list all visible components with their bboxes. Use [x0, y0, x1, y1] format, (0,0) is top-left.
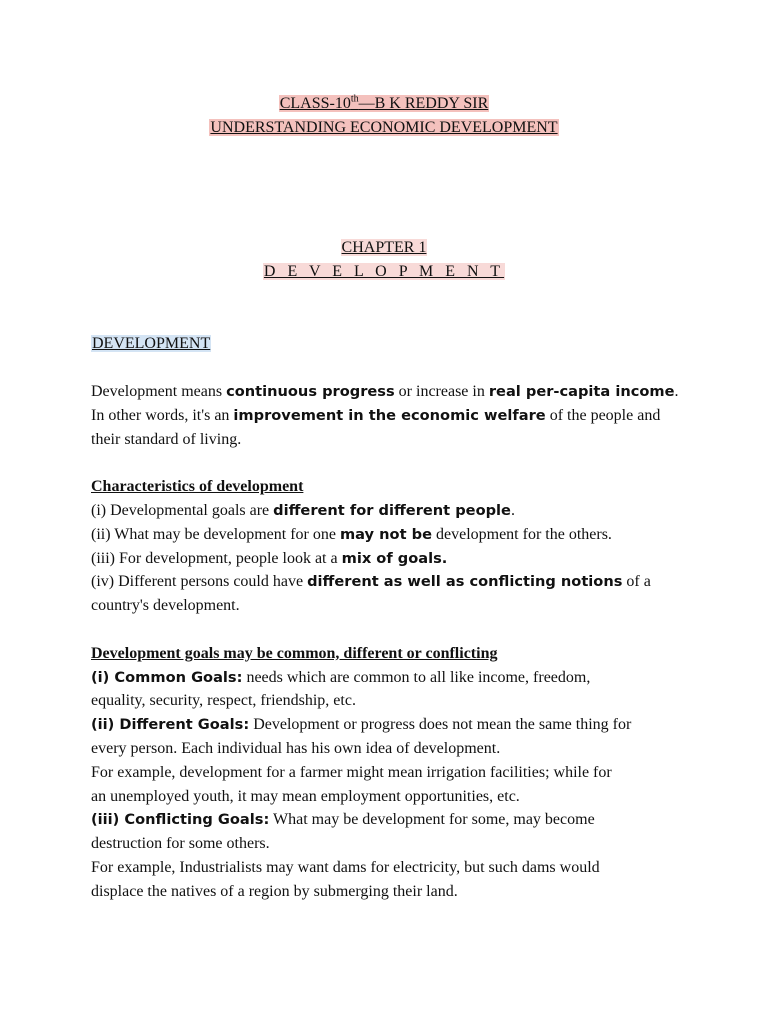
characteristics-heading [91, 475, 751, 499]
definition-line-1 [91, 380, 751, 404]
different-goals-continued: every person. Each individual has his own idea of development. [91, 739, 501, 757]
chapter-number-text: CHAPTER 1 [341, 239, 427, 256]
definition-line-3: their standard of living. [91, 430, 242, 448]
characteristic-1 [91, 499, 751, 523]
text-run: of the people and [545, 406, 661, 424]
body-content [91, 380, 751, 904]
text-run: Development means [91, 383, 227, 400]
example-1-line-1: For example, development for a farmer might mean irrigation facilities; while for [91, 763, 612, 781]
text-run: (ii) What may be development for one [91, 525, 340, 543]
bold-run: real per-capita income [488, 383, 675, 400]
text-run: In other words, it's an [91, 406, 234, 424]
text-run: (iii) For development, people look at a [91, 549, 342, 567]
spacer [91, 618, 751, 642]
text-run: (iv) Different persons could have [91, 573, 308, 591]
class-prefix: CLASS-10 [279, 95, 351, 112]
chapter-number [0, 236, 768, 260]
bold-run: may not be [339, 525, 432, 543]
text-run: . [674, 383, 679, 400]
characteristic-3 [91, 547, 751, 571]
different-goals [91, 713, 751, 737]
characteristics-heading-text: Characteristics of development [91, 478, 304, 496]
goals-heading [91, 642, 751, 666]
subject-title-text: UNDERSTANDING ECONOMIC DEVELOPMENT [210, 119, 558, 136]
class-title [0, 92, 768, 116]
section-heading-text: DEVELOPMENT [92, 335, 211, 352]
bold-run: (i) Common Goals: [91, 668, 243, 686]
section-heading [91, 332, 691, 356]
bold-run: (iii) Conflicting Goals: [91, 811, 270, 829]
chapter-name [0, 260, 768, 284]
text-run: (i) Developmental goals are [91, 501, 274, 519]
definition-line-2 [91, 404, 751, 428]
text-run: needs which are common to all like income, freedom, [242, 668, 591, 686]
conflicting-goals [91, 808, 751, 832]
teacher-name: —B K REDDY SIR [358, 95, 489, 112]
chapter-name-text: D E V E L O P M E N T [263, 263, 505, 280]
characteristic-2 [91, 523, 751, 547]
conflicting-goals-continued: destruction for some others. [91, 835, 270, 853]
bold-run: continuous progress [226, 383, 395, 400]
bold-run: different for different people [273, 501, 511, 519]
bold-run: mix of goals. [341, 549, 448, 567]
characteristic-4-continued: country's development. [91, 597, 240, 615]
text-run: What may be development for some, may become [269, 811, 595, 829]
example-1-line-2: an unemployed youth, it may mean employment opportunities, etc. [91, 787, 520, 805]
text-run: . [510, 501, 515, 519]
text-run: of a [622, 573, 651, 591]
example-2-line-2: displace the natives of a region by submerging their land. [91, 882, 458, 900]
bold-run: different as well as conflicting notions [307, 573, 623, 591]
class-superscript: th [350, 93, 359, 105]
text-run: Development or progress does not mean the same thing for [249, 716, 632, 734]
spacer [91, 451, 751, 475]
text-run: development for the others. [431, 525, 612, 543]
subject-title [0, 116, 768, 140]
common-goals [91, 666, 751, 690]
bold-run: (ii) Different Goals: [91, 716, 250, 734]
example-2-line-1: For example, Industrialists may want dams for electricity, but such dams would [91, 858, 600, 876]
common-goals-continued: equality, security, respect, friendship, etc. [91, 692, 356, 710]
characteristic-4 [91, 570, 751, 594]
bold-run: improvement in the economic welfare [233, 406, 546, 424]
text-run: or increase in [394, 383, 489, 400]
goals-heading-text: Development goals may be common, different or conflicting [91, 644, 498, 662]
